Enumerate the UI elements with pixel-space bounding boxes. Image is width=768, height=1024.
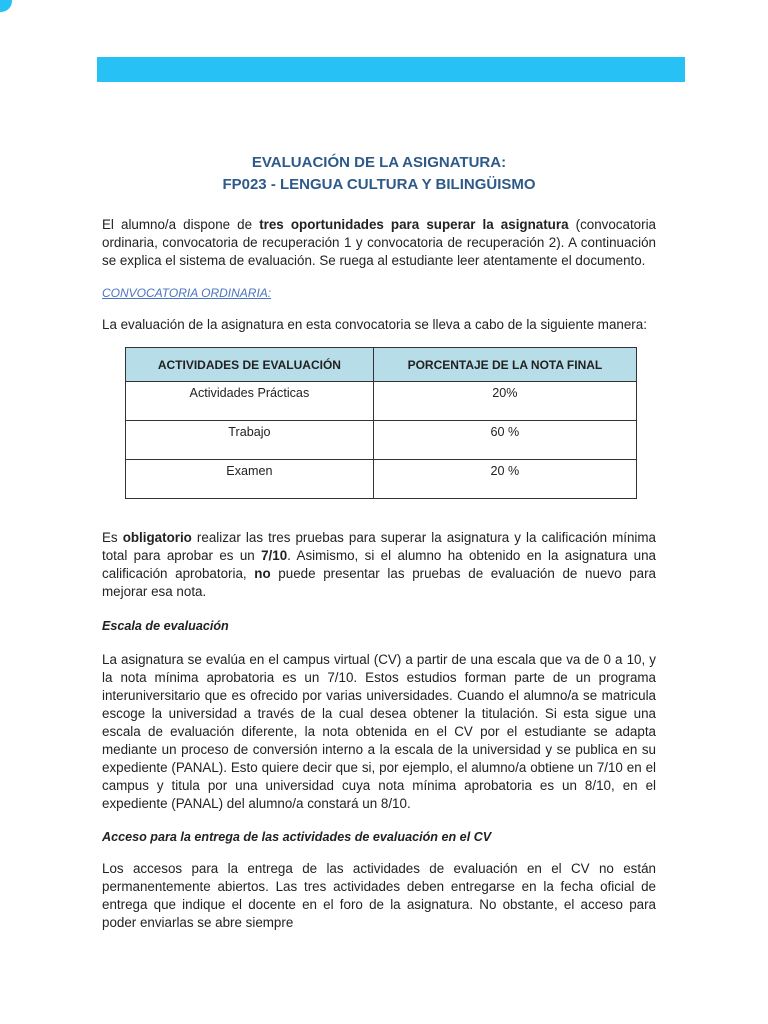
intro-bold: tres oportunidades para superar la asignatura <box>259 217 569 232</box>
obl-text-2: realizar las tres pruebas para superar la asignatura y la calificación mínima total para aprobar es un <box>102 530 656 563</box>
table-cell-activity: Trabajo <box>126 421 374 460</box>
table-cell-percentage: 20 % <box>373 460 636 499</box>
title-line-2: FP023 - LENGUA CULTURA Y BILINGÜISMO <box>222 176 536 193</box>
table-cell-percentage: 20% <box>373 382 636 421</box>
table-cell-activity: Examen <box>126 460 374 499</box>
intro-text-a: El alumno/a dispone de <box>102 217 260 232</box>
table-header-activity: ACTIVIDADES DE EVALUACIÓN <box>126 348 374 382</box>
escala-heading: Escala de evaluación <box>102 619 229 633</box>
obl-bold-2: 7/10 <box>261 548 288 563</box>
table-row <box>126 382 637 421</box>
title-line-1: EVALUACIÓN DE LA ASIGNATURA: <box>251 154 507 171</box>
corner-decoration <box>0 0 12 12</box>
obl-text-1: Es <box>102 530 123 545</box>
obl-text-3: . Asimismo, si el alumno ha obtenido en la asignatura una calificación aprobatoria, <box>102 548 656 581</box>
document-page <box>102 152 656 932</box>
document-title <box>102 152 656 196</box>
table-cell-percentage: 60 % <box>373 421 636 460</box>
table-row <box>126 421 637 460</box>
obligatorio-paragraph <box>102 529 656 601</box>
obl-text-4: puede presentar las pruebas de evaluación de nuevo para mejorar esa nota. <box>102 566 656 599</box>
lead-paragraph: La evaluación de la asignatura en esta convocatoria se lleva a cabo de la siguiente manera: <box>102 317 647 332</box>
header-band <box>97 57 685 82</box>
evaluation-table <box>125 347 637 499</box>
table-header-row <box>126 348 637 382</box>
section-ordinaria-link[interactable]: CONVOCATORIA ORDINARIA: <box>102 286 272 300</box>
acceso-paragraph: Los accesos para la entrega de las actividades de evaluación en el CV no están permanentemente abiertos. Las tres actividades deben entregarse en la fecha oficial de entrega que indique el docente en el foro de la asignatura. No obstante, el acceso para poder enviarlas se abre siempre <box>102 861 656 930</box>
escala-paragraph: La asignatura se evalúa en el campus virtual (CV) a partir de una escala que va de 0 a 10, y la nota mínima aprobatoria es un 7/10. Estos estudios forman parte de un programa interuniversitario que es ofrecido por varias universidades. Cuando el alumno/a se matricula escoge la universidad a través de la cual desea obtener la titulación. Si esta sigue una escala de evaluación diferente, la nota obtenida en el CV por el estudiante se adapta mediante un proceso de conversión interno a la escala de la universidad y se publica en su expediente (PANAL). Esto quiere decir que si, por ejemplo, el alumno/a obtiene un 7/10 en el campus y titula por una universidad cuya nota mínima aprobatoria es un 8/10, en el expediente (PANAL) del alumno/a constará un 8/10. <box>102 652 656 811</box>
table-cell-activity: Actividades Prácticas <box>126 382 374 421</box>
obl-bold-1: obligatorio <box>122 530 192 545</box>
table-header-percentage: PORCENTAJE DE LA NOTA FINAL <box>373 348 636 382</box>
table-row <box>126 460 637 499</box>
intro-text-b: (convocatoria ordinaria, convocatoria de recuperación 1 y convocatoria de recuperación 2). A continuación se explica el sistema de evaluación. Se ruega al estudiante leer atentamente el documento. <box>102 217 656 268</box>
obl-bold-3: no <box>254 566 271 581</box>
intro-paragraph <box>102 216 656 270</box>
acceso-heading: Acceso para la entrega de las actividades de evaluación en el CV <box>102 830 492 844</box>
